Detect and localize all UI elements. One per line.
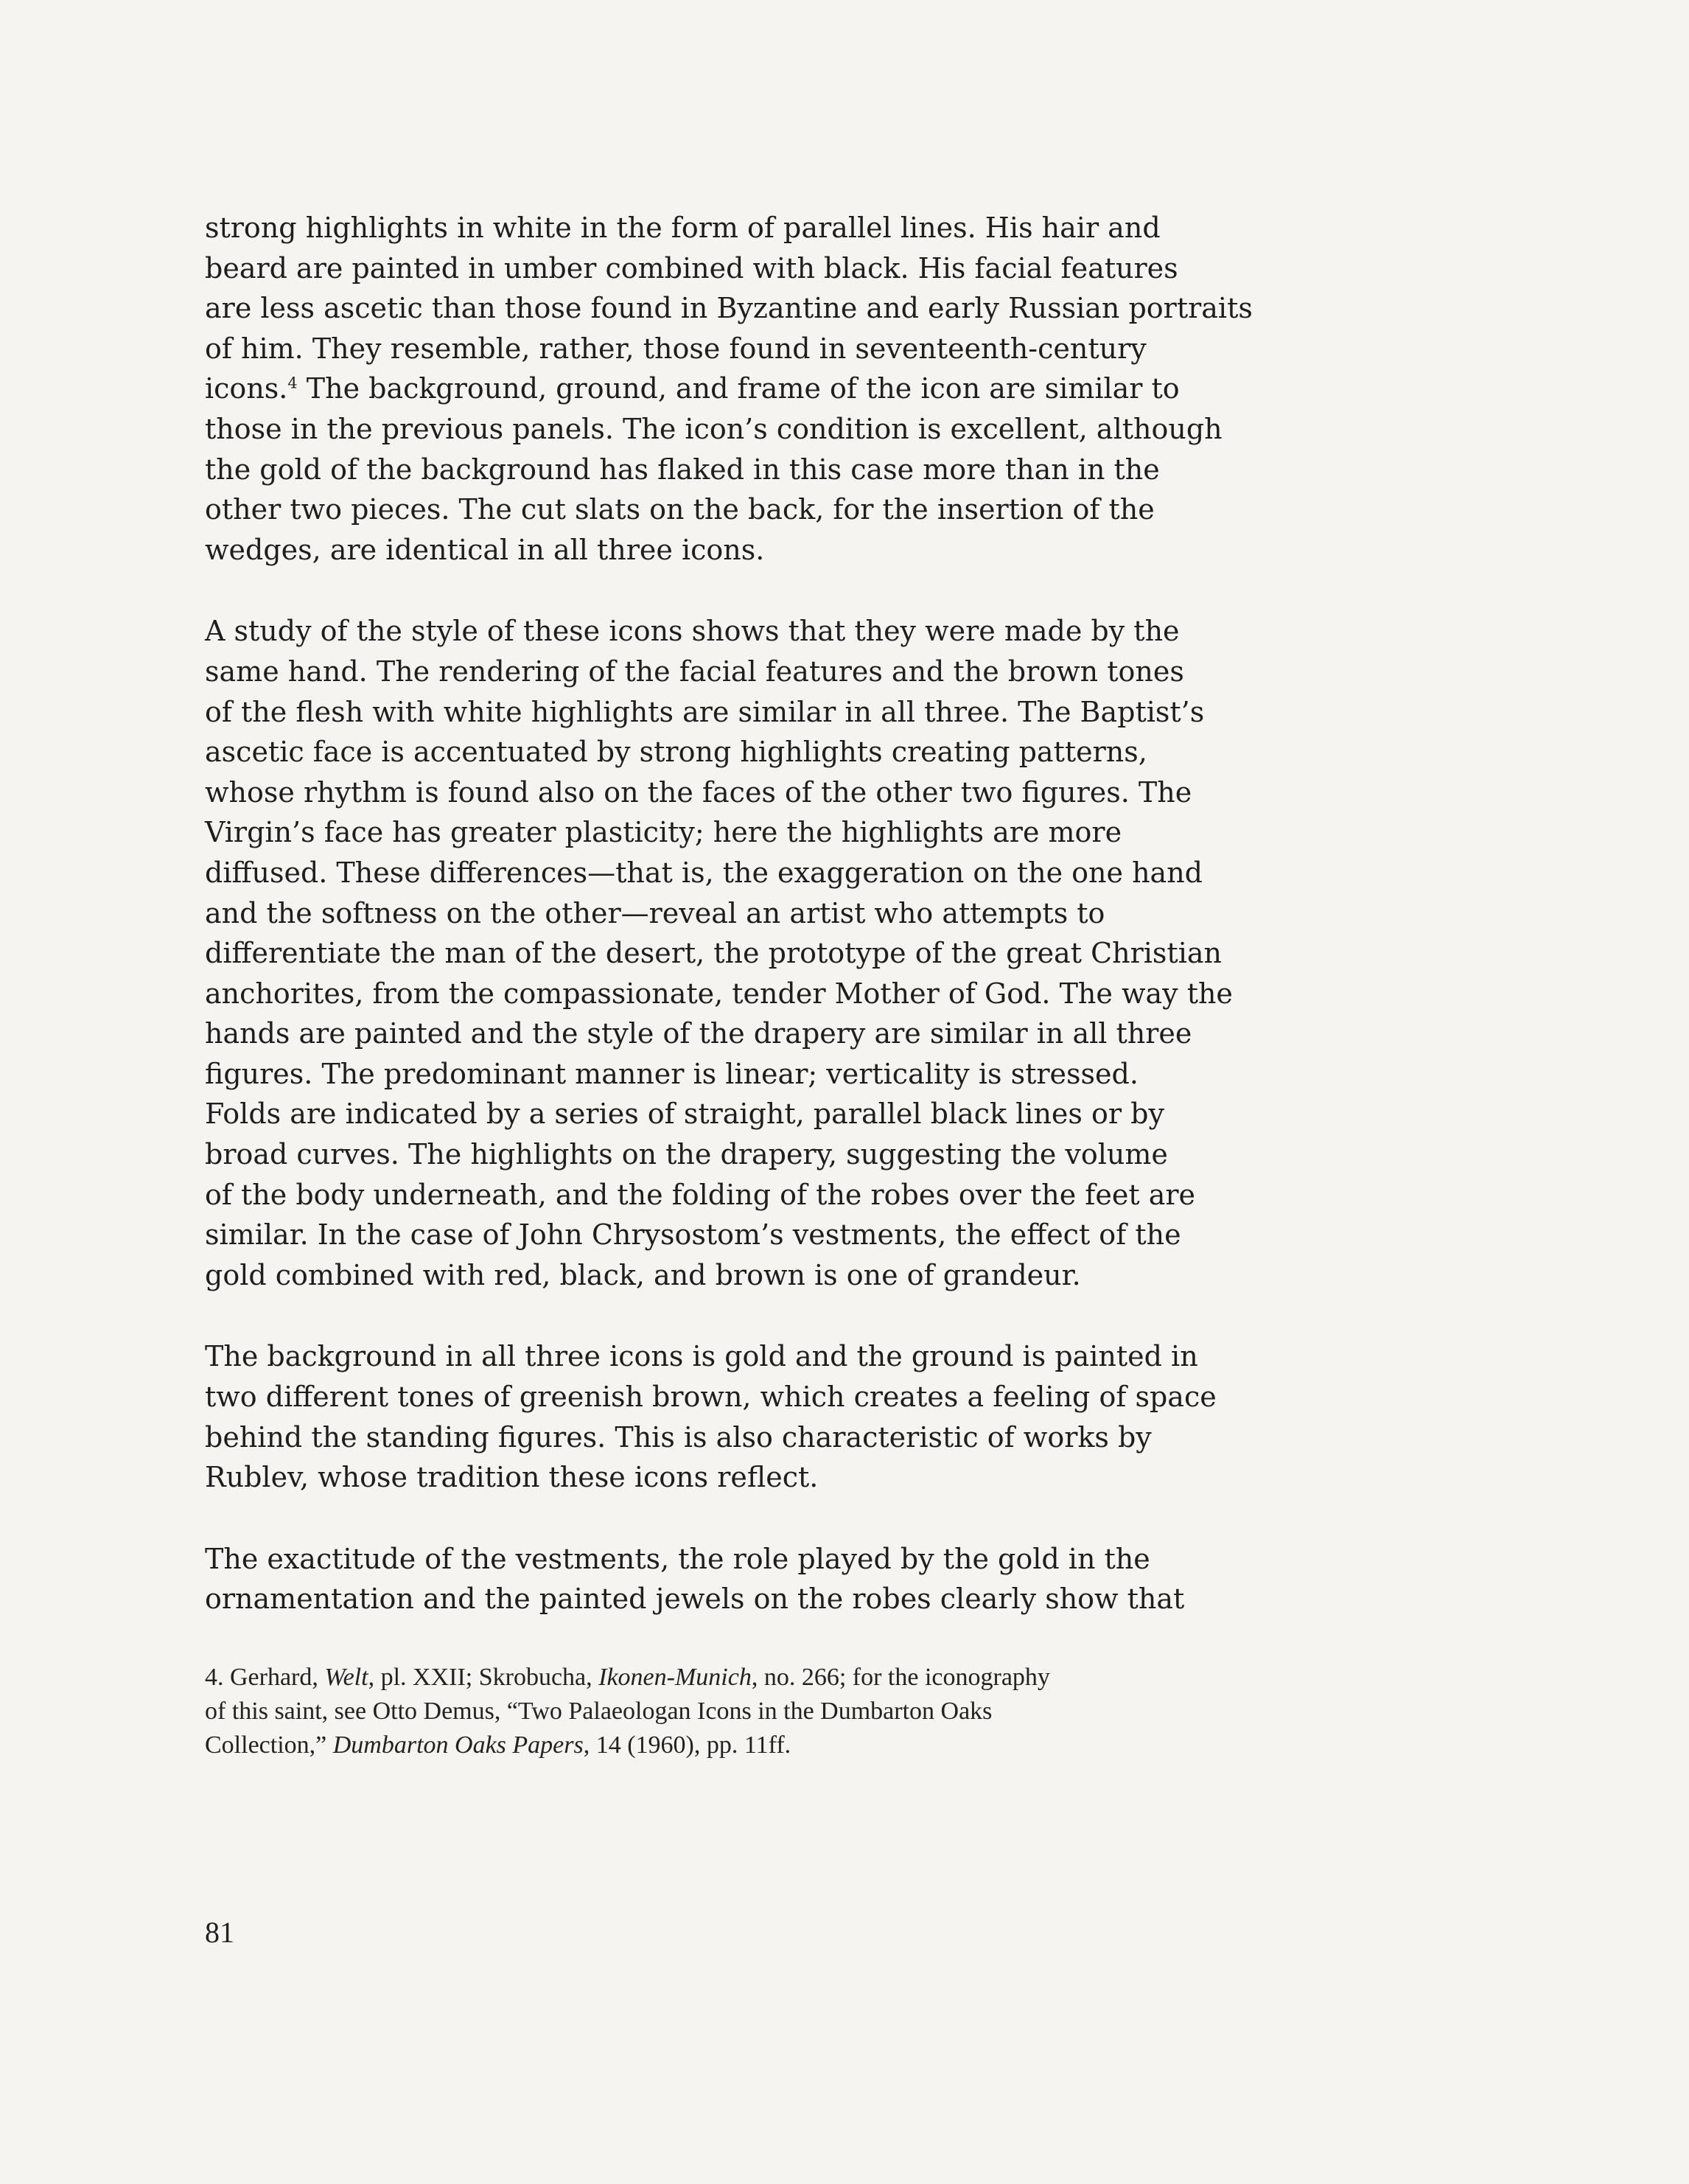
text-line: strong highlights in white in the form of parallel lines. His hair and (205, 212, 1161, 244)
italic-title: Ikonen-Munich (598, 1664, 752, 1691)
text-line: are less ascetic than those found in Byzantine and early Russian portraits (205, 292, 1253, 325)
text-line: of the body underneath, and the folding of the robes over the feet are (205, 1178, 1196, 1211)
text-line: same hand. The rendering of the facial features and the brown tones (205, 655, 1184, 688)
footnote-line (205, 1661, 1259, 1695)
text-fragment: Collection,” (205, 1731, 333, 1759)
text-line: beard are painted in umber combined with black. His facial features (205, 251, 1178, 285)
text-line: broad curves. The highlights on the drapery, suggesting the volume (205, 1138, 1168, 1171)
text-line: differentiate the man of the desert, the prototype of the great Christian (205, 937, 1222, 970)
text-line: Folds are indicated by a series of straight, parallel black lines or by (205, 1098, 1164, 1131)
text-line: ascetic face is accentuated by strong highlights creating patterns, (205, 736, 1147, 769)
italic-title: Dumbarton Oaks Papers (332, 1731, 584, 1759)
text-fragment: , 14 (1960), pp. 11ff. (583, 1731, 791, 1759)
text-line: other two pieces. The cut slats on the back, for the insertion of the (205, 493, 1155, 526)
text-line: Virgin’s face has greater plasticity; here the highlights are more (205, 816, 1122, 849)
text-fragment: , no. 266; for the iconography (751, 1664, 1050, 1691)
page-number: 81 (205, 1916, 234, 1949)
text-fragment: 4. Gerhard, (205, 1664, 325, 1691)
footnote-reference: 4 (287, 374, 298, 392)
text-line: The background in all three icons is gold and the ground is painted in (205, 1340, 1198, 1373)
text-fragment: icons. (205, 372, 288, 405)
italic-title: Welt (324, 1664, 368, 1691)
footnote-line (205, 1728, 1259, 1762)
text-line: whose rhythm is found also on the faces of the other two figures. The (205, 775, 1192, 809)
text-line: The exactitude of the vestments, the role played by the gold in the (205, 1542, 1150, 1575)
paragraph-3 (205, 1336, 1259, 1497)
paragraph-1 (205, 208, 1259, 570)
text-line: ornamentation and the painted jewels on the robes clearly show that (205, 1583, 1185, 1616)
text-line: figures. The predominant manner is linear; verticality is stressed. (205, 1057, 1139, 1090)
text-line: of him. They resemble, rather, those found in seventeenth-century (205, 332, 1147, 365)
text-line: A study of the style of these icons shows that they were made by the (205, 615, 1180, 648)
text-line: similar. In the case of John Chrysostom’s vestments, the effect of the (205, 1218, 1181, 1252)
footnote-line: of this saint, see Otto Demus, “Two Palaeologan Icons in the Dumbarton Oaks (205, 1698, 993, 1725)
text-line: diffused. These differences—that is, the exaggeration on the one hand (205, 856, 1203, 889)
text-line: behind the standing figures. This is also characteristic of works by (205, 1420, 1152, 1454)
text-line: and the softness on the other—reveal an artist who attempts to (205, 896, 1105, 929)
text-line: two different tones of greenish brown, which creates a feeling of space (205, 1381, 1217, 1414)
text-line: Rublev, whose tradition these icons reflect. (205, 1461, 819, 1494)
text-line: of the flesh with white highlights are similar in all three. The Baptist’s (205, 695, 1205, 728)
text-line (205, 369, 1259, 409)
text-fragment: , pl. XXII; Skrobucha, (368, 1664, 599, 1691)
text-line: gold combined with red, black, and brown is one of grandeur. (205, 1258, 1081, 1291)
paragraph-4 (205, 1539, 1259, 1619)
footnote (205, 1661, 1259, 1762)
text-line: wedges, are identical in all three icons. (205, 533, 765, 566)
paragraph-2 (205, 611, 1259, 1295)
text-fragment: The background, ground, and frame of the icon are similar to (297, 372, 1180, 405)
text-line: anchorites, from the compassionate, tender Mother of God. The way the (205, 977, 1233, 1010)
main-text (205, 208, 1259, 1661)
text-line: those in the previous panels. The icon’s condition is excellent, although (205, 412, 1223, 445)
text-line: the gold of the background has flaked in this case more than in the (205, 453, 1160, 486)
text-line: hands are painted and the style of the drapery are similar in all three (205, 1017, 1192, 1050)
